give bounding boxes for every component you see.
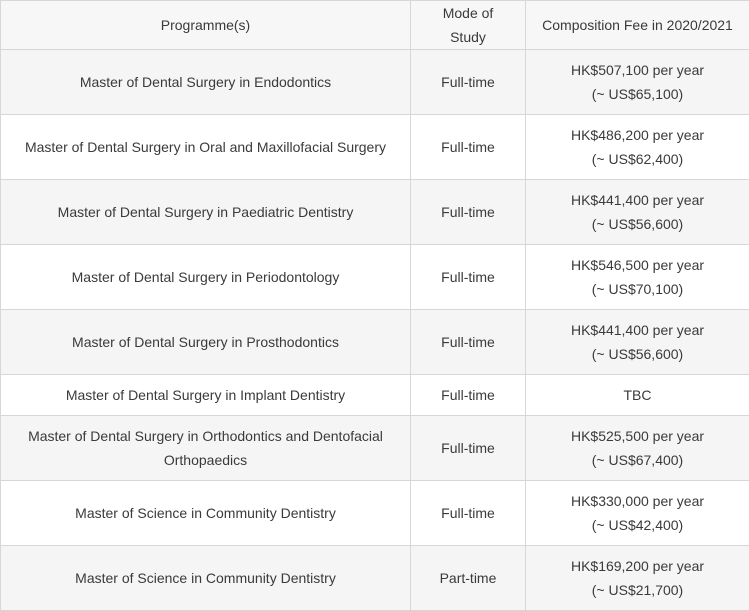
fee-cell: [526, 416, 749, 481]
programme-cell: Master of Science in Community Dentistry: [1, 481, 411, 546]
fee-hkd: TBC: [538, 383, 737, 407]
header-composition-fee: Composition Fee in 2020/2021: [526, 1, 749, 50]
fee-hkd: HK$169,200 per year: [538, 554, 737, 578]
fee-cell: [526, 310, 749, 375]
fee-usd: (~ US$67,400): [538, 448, 737, 472]
fee-hkd: HK$441,400 per year: [538, 318, 737, 342]
programme-cell: Master of Dental Surgery in Prosthodontics: [1, 310, 411, 375]
header-mode-of-study: Mode of Study: [411, 1, 526, 50]
mode-cell: Part-time: [411, 546, 526, 611]
fee-cell: [526, 375, 749, 416]
mode-cell: Full-time: [411, 245, 526, 310]
fee-usd: (~ US$62,400): [538, 147, 737, 171]
fee-cell: [526, 180, 749, 245]
table-row: [1, 50, 749, 115]
mode-cell: Full-time: [411, 481, 526, 546]
programme-cell: Master of Science in Community Dentistry: [1, 546, 411, 611]
table-row: [1, 180, 749, 245]
mode-cell: Full-time: [411, 115, 526, 180]
fee-usd: (~ US$42,400): [538, 513, 737, 537]
mode-cell: Full-time: [411, 180, 526, 245]
fee-cell: [526, 546, 749, 611]
fee-usd: (~ US$65,100): [538, 82, 737, 106]
mode-cell: Full-time: [411, 310, 526, 375]
programme-cell: Master of Dental Surgery in Periodontology: [1, 245, 411, 310]
programme-cell: Master of Dental Surgery in Orthodontics and Dentofacial Orthopaedics: [1, 416, 411, 481]
mode-cell: Full-time: [411, 375, 526, 416]
fee-cell: [526, 115, 749, 180]
fee-cell: [526, 245, 749, 310]
mode-cell: Full-time: [411, 50, 526, 115]
table-header-row: [1, 1, 749, 50]
fee-hkd: HK$330,000 per year: [538, 489, 737, 513]
fee-hkd: HK$507,100 per year: [538, 58, 737, 82]
table-row: [1, 245, 749, 310]
programme-cell: Master of Dental Surgery in Endodontics: [1, 50, 411, 115]
header-programme: Programme(s): [1, 1, 411, 50]
fee-hkd: HK$546,500 per year: [538, 253, 737, 277]
programme-cell: Master of Dental Surgery in Paediatric Dentistry: [1, 180, 411, 245]
fee-cell: [526, 50, 749, 115]
fee-usd: (~ US$70,100): [538, 277, 737, 301]
programme-cell: Master of Dental Surgery in Oral and Maxillofacial Surgery: [1, 115, 411, 180]
fee-hkd: HK$525,500 per year: [538, 424, 737, 448]
fee-cell: [526, 481, 749, 546]
mode-cell: Full-time: [411, 416, 526, 481]
table-row: [1, 416, 749, 481]
fee-hkd: HK$441,400 per year: [538, 188, 737, 212]
fee-usd: (~ US$56,600): [538, 342, 737, 366]
fee-usd: (~ US$21,700): [538, 578, 737, 602]
table-row: [1, 310, 749, 375]
table-row: [1, 375, 749, 416]
table-row: [1, 115, 749, 180]
fee-usd: (~ US$56,600): [538, 212, 737, 236]
programme-cell: Master of Dental Surgery in Implant Dentistry: [1, 375, 411, 416]
table-row: [1, 481, 749, 546]
table-row: [1, 546, 749, 611]
fee-hkd: HK$486,200 per year: [538, 123, 737, 147]
